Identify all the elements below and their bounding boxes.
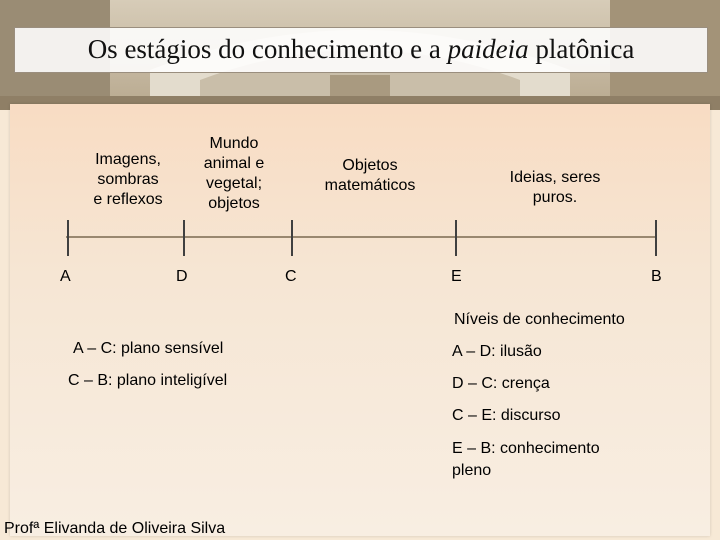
point-a: A: [60, 268, 71, 285]
level-ilusao: A – D: ilusão: [452, 343, 542, 360]
point-c: C: [285, 268, 297, 285]
level-discurso: C – E: discurso: [452, 407, 561, 424]
author-credit: Profª Elivanda de Oliveira Silva: [4, 520, 226, 537]
label-imagens: Imagens, sombras e reflexos: [93, 151, 163, 208]
levels-heading: Níveis de conhecimento: [454, 311, 625, 328]
point-b: B: [651, 268, 662, 285]
plane-sensivel: A – C: plano sensível: [73, 340, 224, 357]
label-ideias: Ideias, seres puros.: [509, 169, 601, 206]
label-objetos: Objetos matemáticos: [324, 157, 416, 194]
page-title: Os estágios do conhecimento e a paideia platônica: [87, 34, 635, 64]
plane-inteligivel: C – B: plano inteligível: [68, 372, 228, 389]
level-conhecimento: E – B: conhecimento pleno: [452, 440, 600, 479]
point-d: D: [176, 268, 188, 285]
level-crenca: D – C: crença: [452, 375, 550, 392]
point-e: E: [451, 268, 462, 285]
label-mundo: Mundo animal e vegetal; objetos: [203, 135, 265, 212]
